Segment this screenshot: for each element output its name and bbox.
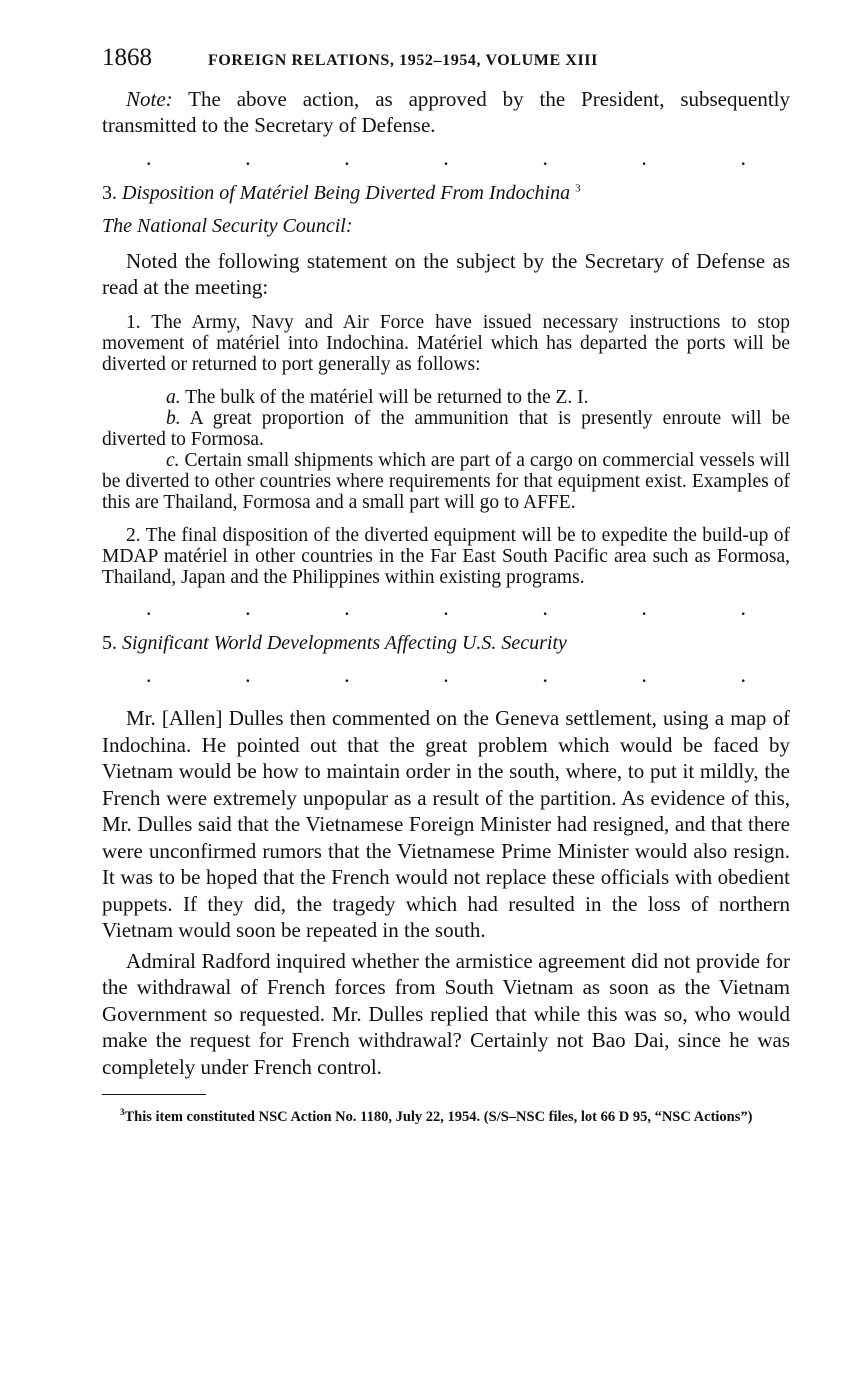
item-1a-text: The bulk of the matériel will be returned to the Z. I. [180, 387, 589, 408]
footnote-mark: 3 [120, 1107, 125, 1117]
item-2: 2. The final disposition of the diverted equipment will be to expedite the build-up of MDAP matériel in other countries in the Far East South Pacific area such as Formosa, Thailand, Japan and the Philippines within existing programs. [102, 525, 790, 588]
item-1b [102, 408, 790, 450]
section-3-number: 3. [102, 182, 117, 204]
ellipsis-dot: . [344, 145, 350, 170]
item-1c [102, 450, 790, 513]
ellipsis-dot: . [542, 595, 548, 620]
note-label: Note: [126, 87, 173, 111]
item-1: 1. The Army, Navy and Air Force have issued necessary instructions to stop movement of matériel into Indochina. Matériel which has departed the ports will be diverted or returned to port generally as follows: [102, 312, 790, 375]
ellipsis-dot: . [245, 662, 251, 687]
ellipsis-dot: . [146, 145, 152, 170]
section-3-heading [102, 182, 790, 205]
page-header [102, 44, 790, 72]
ellipsis-dot: . [245, 595, 251, 620]
ellipsis-dot: . [245, 145, 251, 170]
ellipsis-dot: . [641, 595, 647, 620]
item-1c-text: Certain small shipments which are part of a cargo on commercial vessels will be diverted to other countries where requirements for that equipment exist. Examples of this are Thailand, Formosa and a small part will go to AFFE. [102, 450, 790, 513]
ellipsis-dot: . [740, 145, 746, 170]
ellipsis-dot: . [740, 662, 746, 687]
running-head: FOREIGN RELATIONS, 1952–1954, VOLUME XIII [208, 52, 598, 69]
ellipsis-dot: . [344, 595, 350, 620]
document-page [102, 44, 790, 1127]
footnote [102, 1103, 790, 1127]
footnote-text: This item constituted NSC Action No. 1180, July 22, 1954. (S/S–NSC files, lot 66 D 95, “NSC Actions”) [124, 1108, 753, 1125]
section-5-heading [102, 632, 790, 655]
section-3-intro: Noted the following statement on the subject by the Secretary of Defense as read at the meeting: [102, 249, 790, 299]
item-1b-label: b. [166, 408, 181, 429]
ellipsis-row [102, 145, 790, 170]
body-paragraph-1: Mr. [Allen] Dulles then commented on the Geneva settlement, using a map of Indochina. He pointed out that the great problem which would be faced by Vietnam would be how to maintain order in the south, where, to put it mildly, the French were extremely unpopular as a result of the partition. As evidence of this, Mr. Dulles said that the Vietnamese Foreign Minister had resigned, and that there were unconfirmed rumors that the Vietnamese Prime Minister would also resign. It was to be hoped that the French would not replace these officials with obedient puppets. If they did, the tragedy which had resulted in the loss of northern Vietnam would soon be repeated in the south. [102, 706, 790, 942]
ellipsis-dot: . [443, 662, 449, 687]
item-1b-text: A great proportion of the ammunition that is presently enroute will be diverted to Formosa. [102, 408, 790, 450]
section-5-title: Significant World Developments Affecting U.S. Security [122, 632, 567, 654]
ellipsis-dot: . [641, 145, 647, 170]
ellipsis-dot: . [443, 145, 449, 170]
footnote-divider [102, 1094, 206, 1095]
page-number: 1868 [102, 44, 152, 71]
note-text: The above action, as approved by the President, subsequently transmitted to the Secretary of Defense. [102, 87, 790, 137]
item-1a-label: a. [166, 387, 181, 408]
body-paragraph-2: Admiral Radford inquired whether the armistice agreement did not provide for the withdrawal of French forces from South Vietnam as soon as the Vietnam Government so requested. Mr. Dulles replied that while this was so, who would make the request for French withdrawal? Certainly not Bao Dai, since he was completely under French control. [102, 948, 790, 1079]
ellipsis-dot: . [740, 595, 746, 620]
section-3-title: Disposition of Matériel Being Diverted From Indochina [122, 182, 571, 204]
council-heading [102, 215, 790, 238]
ellipsis-dot: . [146, 595, 152, 620]
item-1c-label: c. [166, 450, 180, 471]
ellipsis-dot: . [542, 145, 548, 170]
ellipsis-dot: . [146, 662, 152, 687]
item-1a [102, 387, 790, 408]
footnote-reference: 3 [575, 182, 581, 195]
ellipsis-dot: . [542, 662, 548, 687]
ellipsis-row [102, 662, 790, 687]
section-5-number: 5. [102, 632, 117, 654]
ellipsis-row [102, 595, 790, 620]
council-heading-text: The National Security Council: [102, 215, 353, 237]
ellipsis-dot: . [443, 595, 449, 620]
note-paragraph [102, 86, 790, 138]
ellipsis-dot: . [344, 662, 350, 687]
ellipsis-dot: . [641, 662, 647, 687]
